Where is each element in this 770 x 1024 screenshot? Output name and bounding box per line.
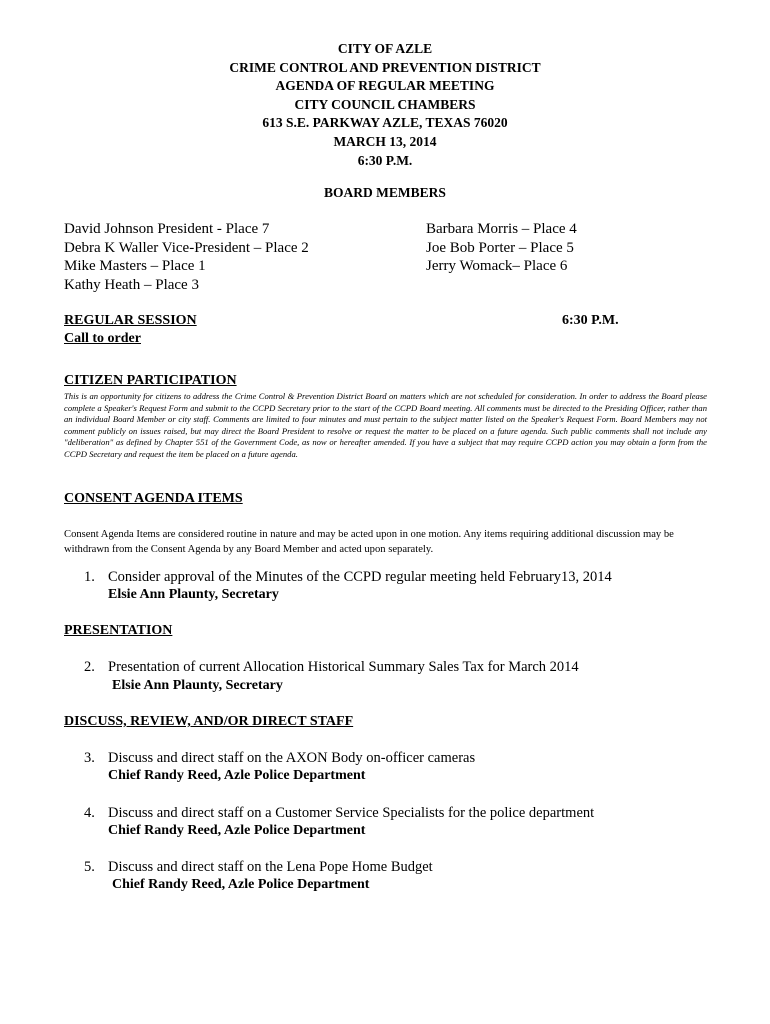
agenda-item-presenter: Elsie Ann Plaunty, Secretary [108,587,279,602]
agenda-item-presenter: Chief Randy Reed, Azle Police Department [108,823,366,838]
agenda-item-presenter: Elsie Ann Plaunty, Secretary [112,678,283,693]
agenda-header [0,40,770,170]
discuss-review-heading: DISCUSS, REVIEW, AND/OR DIRECT STAFF [64,714,354,729]
header-date: MARCH 13, 2014 [333,133,437,149]
header-meeting-type: AGENDA OF REGULAR MEETING [275,78,495,94]
board-member: Jerry Womack– Place 6 [426,258,568,274]
board-member: Mike Masters – Place 1 [64,258,206,274]
consent-agenda-heading: CONSENT AGENDA ITEMS [64,491,243,506]
agenda-item-presenter: Chief Randy Reed, Azle Police Department [112,877,370,892]
citizen-participation-heading: CITIZEN PARTICIPATION [64,373,237,388]
header-venue: CITY COUNCIL CHAMBERS [294,96,476,112]
agenda-item-text: Discuss and direct staff on the AXON Body on-officer cameras [108,750,476,766]
agenda-item-number: 3. [84,750,95,766]
agenda-item [84,569,612,586]
agenda-item-text: Discuss and direct staff on a Customer Service Specialists for the police department [108,805,595,821]
board-member: David Johnson President - Place 7 [64,221,270,237]
agenda-item [84,859,433,876]
board-member: Debra K Waller Vice-President – Place 2 [64,239,309,256]
board-member: Joe Bob Porter – Place 5 [426,239,574,256]
agenda-item [84,805,594,822]
agenda-item-presenter: Chief Randy Reed, Azle Police Department [108,768,366,783]
board-member: Barbara Morris – Place 4 [426,221,577,237]
agenda-item-number: 5. [84,859,95,875]
header-time: 6:30 P.M. [357,152,413,168]
presentation-heading: PRESENTATION [64,623,173,638]
header-city: CITY OF AZLE [337,41,433,56]
regular-session-label: REGULAR SESSION [64,313,197,328]
agenda-item-number: 1. [84,569,95,585]
citizen-participation-text: This is an opportunity for citizens to address the Crime Control & Prevention District Board on matters which are not scheduled for consideration. In order to address the Board please complete a Speaker's Request Form and submit to the CCPD Secretary prior to the start of the CCPD Board meeting. All comments must be directed to the Presiding Officer, rather than an individual Board Member or city staff. Comments are limited to four minutes and must pertain to the subject matter listed on the Speaker's Request Form. Board Members may not comment publicly on issues raised, but may direct the Board President to resolve or request the matter to be placed on a future agenda. Such public comments shall not include any "deliberation" as defined by Chapter 551 of the Government Code, as now or hereafter amended. If you have a subject that may require CCPD action you may obtain a form from the CCPD Secretary and request the item be placed on a future agenda. [64,391,707,459]
agenda-item [84,750,475,767]
session-time: 6:30 P.M. [562,313,619,328]
agenda-item-text: Consider approval of the Minutes of the CCPD regular meeting held February13, 2014 [108,569,612,585]
board-member: Kathy Heath – Place 3 [64,276,199,293]
agenda-item-number: 4. [84,805,95,821]
board-members-left [64,220,309,294]
agenda-item-text: Presentation of current Allocation Historical Summary Sales Tax for March 2014 [108,659,579,675]
board-members-right [426,220,577,276]
consent-agenda-text: Consent Agenda Items are considered routine in nature and may be acted upon in one motion. Any items requiring additional discussion may be withdrawn from the Consent Agenda by any Board Member and acted upon separately. [64,529,674,555]
header-district: CRIME CONTROL AND PREVENTION DISTRICT [229,59,541,75]
header-address: 613 S.E. PARKWAY AZLE, TEXAS 76020 [262,115,508,131]
board-members-title: BOARD MEMBERS [324,185,446,200]
call-to-order: Call to order [64,331,141,346]
agenda-item-text: Discuss and direct staff on the Lena Pope Home Budget [108,859,433,875]
agenda-item [84,659,579,676]
agenda-item-number: 2. [84,659,95,675]
